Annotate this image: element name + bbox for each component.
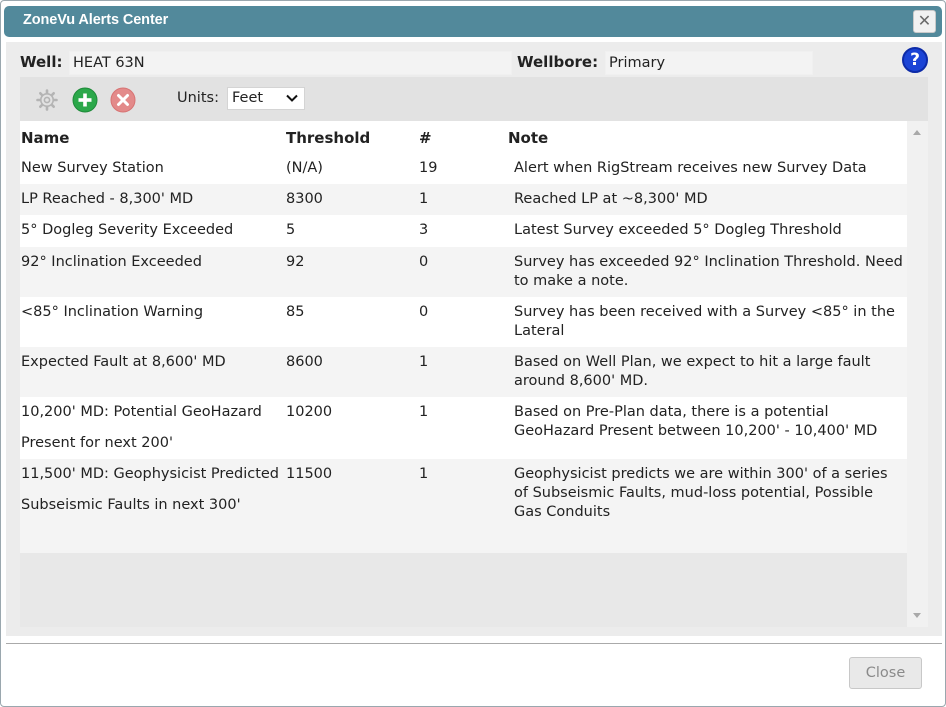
table-row[interactable] — [20, 347, 907, 397]
table-header — [20, 121, 907, 153]
footer-divider — [6, 643, 942, 644]
row-name: <85° Inclination Warning — [21, 304, 204, 320]
row-note: Reached LP at ~8,300' MD — [514, 191, 708, 207]
row-note: Based on Pre-Plan data, there is a potential GeoHazard Present between 10,200' - 10,400' MD — [514, 404, 878, 439]
row-note: Based on Well Plan, we expect to hit a large fault around 8,600' MD. — [514, 354, 871, 389]
row-count: 0 — [419, 304, 429, 320]
table-row[interactable] — [20, 297, 907, 347]
table-row[interactable] — [20, 215, 907, 247]
window-title: ZoneVu Alerts Center — [23, 12, 169, 28]
row-count: 1 — [419, 404, 429, 420]
x-circle-icon[interactable] — [110, 87, 136, 113]
row-note: Geophysicist predicts we are within 300' of a series of Subseismic Faults, mud-loss potential, Possible Gas Conduits — [514, 466, 888, 520]
row-count: 1 — [419, 354, 429, 370]
row-count: 3 — [419, 222, 429, 238]
wellbore-label: Wellbore: — [517, 53, 599, 71]
row-threshold: (N/A) — [286, 160, 323, 176]
row-name: 5° Dogleg Severity Exceeded — [21, 222, 234, 238]
row-threshold: 8300 — [286, 191, 323, 207]
row-name: 11,500' MD: Geophysicist Predicted Subseismic Faults in next 300' — [21, 466, 280, 513]
row-threshold: 11500 — [286, 466, 333, 482]
row-count: 19 — [419, 160, 438, 176]
row-note: Alert when RigStream receives new Survey Data — [514, 160, 867, 176]
well-field[interactable]: HEAT 63N — [69, 51, 512, 75]
row-name: New Survey Station — [21, 160, 164, 176]
vertical-scrollbar[interactable] — [907, 121, 928, 627]
row-name: LP Reached - 8,300' MD — [21, 191, 194, 207]
alerts-table-body — [20, 121, 907, 627]
row-note: Survey has exceeded 92° Inclination Threshold. Need to make a note. — [514, 254, 903, 289]
row-threshold: 92 — [286, 254, 305, 270]
dialog-content — [6, 42, 942, 636]
table-row[interactable] — [20, 247, 907, 297]
well-label: Well: — [20, 53, 63, 71]
toolbar — [20, 77, 928, 121]
close-button[interactable]: Close — [849, 657, 922, 689]
table-row[interactable] — [20, 184, 907, 215]
table-row[interactable] — [20, 153, 907, 184]
header-name[interactable]: Name — [21, 129, 70, 147]
row-count: 1 — [419, 466, 429, 482]
alerts-table — [20, 121, 928, 627]
table-row[interactable] — [20, 459, 907, 553]
row-threshold: 85 — [286, 304, 305, 320]
close-icon[interactable]: ✕ — [913, 10, 936, 33]
scroll-down-icon[interactable] — [913, 613, 921, 618]
plus-circle-icon[interactable] — [72, 87, 98, 113]
units-label: Units: — [177, 90, 219, 106]
title-bar[interactable] — [4, 6, 942, 37]
row-note: Latest Survey exceeded 5° Dogleg Threshold — [514, 222, 842, 238]
header-note[interactable]: Note — [508, 129, 549, 147]
chevron-down-icon — [285, 91, 299, 105]
table-row[interactable] — [20, 397, 907, 459]
row-name: Expected Fault at 8,600' MD — [21, 354, 226, 370]
scroll-up-icon[interactable] — [913, 130, 921, 135]
row-name: 10,200' MD: Potential GeoHazard Present for next 200' — [21, 404, 262, 451]
gear-icon[interactable] — [34, 87, 60, 113]
row-threshold: 5 — [286, 222, 296, 238]
row-count: 1 — [419, 191, 429, 207]
header-count[interactable]: # — [419, 129, 432, 147]
row-threshold: 10200 — [286, 404, 333, 420]
row-count: 0 — [419, 254, 429, 270]
units-select[interactable] — [227, 87, 305, 110]
row-name: 92° Inclination Exceeded — [21, 254, 202, 270]
wellbore-field[interactable]: Primary — [605, 51, 813, 75]
row-threshold: 8600 — [286, 354, 323, 370]
units-value: Feet — [232, 90, 264, 106]
row-note: Survey has been received with a Survey <85° in the Lateral — [514, 304, 895, 339]
help-icon[interactable]: ? — [902, 47, 928, 73]
header-threshold[interactable]: Threshold — [286, 129, 371, 147]
